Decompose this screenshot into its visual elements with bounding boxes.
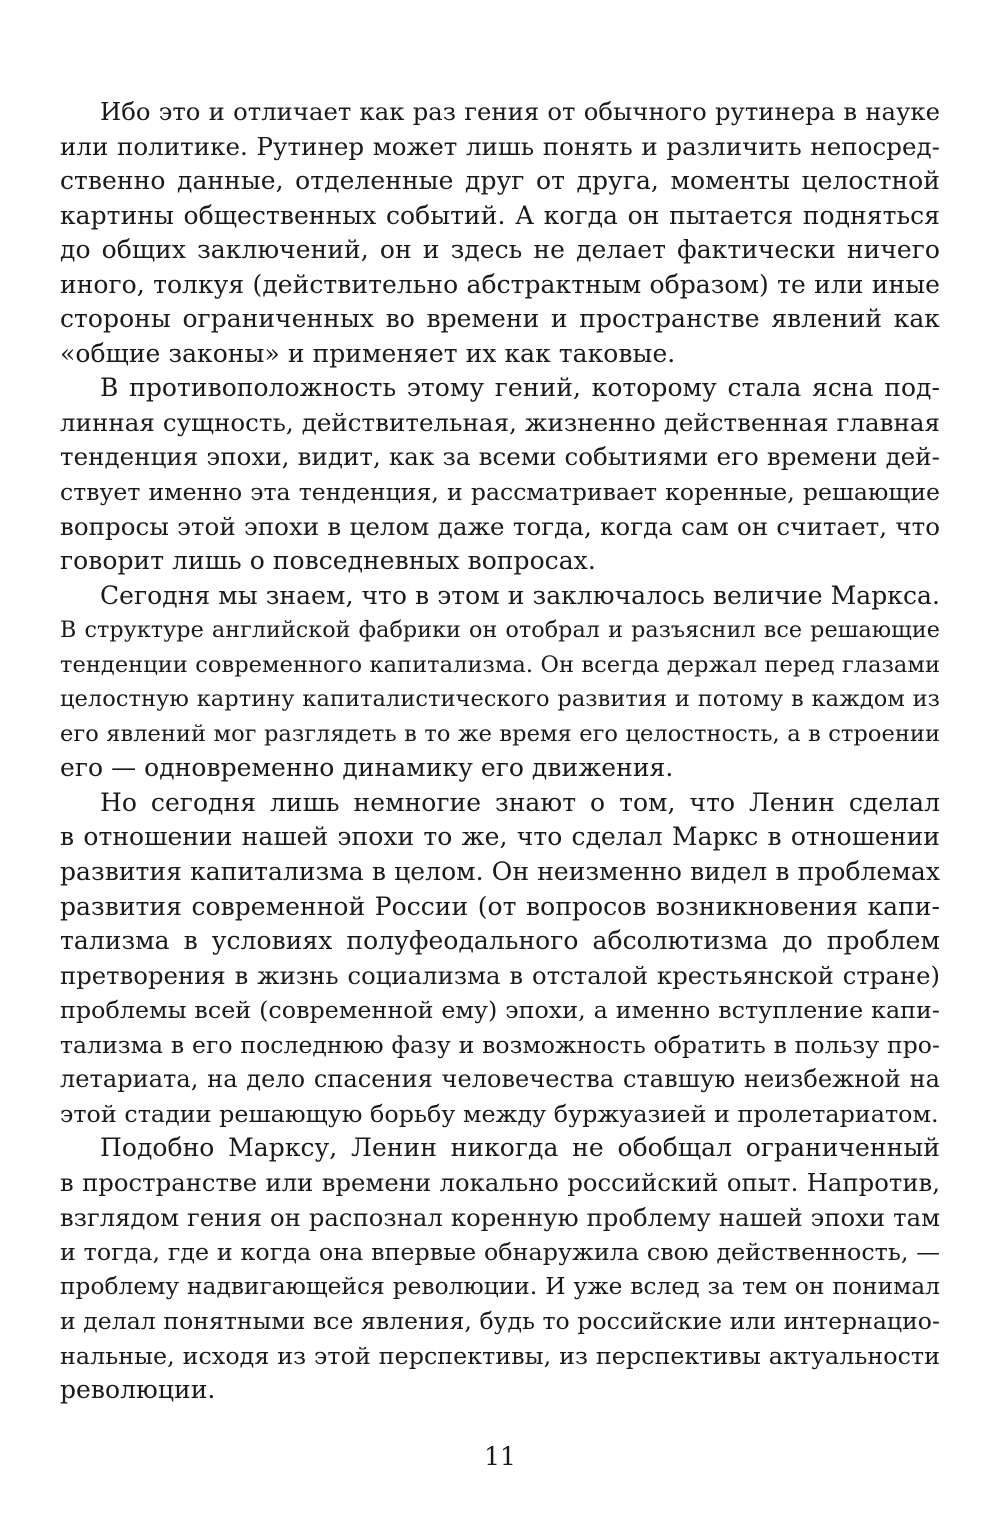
- text-line: стороны ограниченных во времени и пространстве явлений как: [60, 304, 940, 334]
- text-line: В противоположность этому гений, которому стала ясна под-: [100, 373, 940, 403]
- text-line: В структуре английской фабрики он отобрал и разъяснил все решающие: [60, 617, 940, 644]
- text-line: иного, толкуя (действительно абстрактным образом) те или иные: [60, 269, 940, 299]
- text-line: Ибо это и отличает как раз гения от обычного рутинера в науке: [100, 97, 940, 126]
- text-line: до общих заключений, он и здесь не делает фактически ничего: [60, 235, 940, 265]
- text-line: «общие законы» и применяет их как таковые.: [60, 338, 676, 368]
- text-line: или политике. Рутинер может лишь понять и различить непосред-: [60, 131, 940, 161]
- text-line: картины общественных событий. А когда он пытается подняться: [60, 200, 940, 230]
- text-line: его — одновременно динамику его движения.: [60, 753, 674, 783]
- body-text: [60, 95, 940, 1408]
- text-line: тенденция эпохи, видит, как за всеми событиями его времени дей-: [60, 442, 940, 472]
- text-line: претворения в жизнь социализма в отсталой крестьянской стране): [60, 960, 940, 990]
- text-line: проблемы всей (современной ему) эпохи, а именно вступление капи-: [60, 996, 940, 1025]
- text-line: Подобно Марксу, Ленин никогда не обобщал ограниченный: [100, 1133, 940, 1163]
- text-line: говорит лишь о повседневных вопросах.: [60, 546, 596, 576]
- text-line: развития современной России (от вопросов возникновения капи-: [60, 891, 940, 921]
- text-line: и тогда, где и когда она впервые обнаружила свою действенность, —: [60, 1238, 940, 1267]
- text-line: ственно данные, отделенные друг от друга, моменты целостной: [60, 166, 940, 196]
- text-line: тализма в условиях полуфеодального абсолютизма до проблем: [60, 926, 940, 956]
- text-line: Но сегодня лишь немногие знают о том, что Ленин сделал: [100, 787, 940, 817]
- text-line: целостную картину капиталистического развития и потому в каждом из: [60, 686, 940, 713]
- page-number: 11: [484, 1442, 516, 1471]
- text-line: его явлений мог разглядеть в то же время его целостность, а в строении: [60, 720, 940, 747]
- text-line: нальные, исходя из этой перспективы, из перспективы актуальности: [60, 1341, 940, 1370]
- text-line: Сегодня мы знаем, что в этом и заключалось величие Маркса.: [100, 580, 940, 610]
- text-line: взглядом гения он распознал коренную проблему нашей эпохи там: [60, 1202, 940, 1232]
- text-line: вопросы этой эпохи в целом даже тогда, когда сам он считает, что: [60, 511, 940, 541]
- text-line: проблему надвигающейся революции. И уже вслед за тем он понимал: [60, 1272, 940, 1300]
- text-line: линная сущность, действительная, жизненно действенная главная: [60, 407, 940, 437]
- text-line: развития капитализма в целом. Он неизменно видел в проблемах: [60, 857, 940, 887]
- text-line: революции.: [60, 1375, 216, 1405]
- text-line: летариата, на дело спасения человечества ставшую неизбежной на: [60, 1065, 940, 1094]
- text-line: и делал понятными все явления, будь то российские или интернацио-: [60, 1307, 940, 1336]
- text-line: тенденции современного капитализма. Он всегда держал перед глазами: [60, 651, 940, 678]
- text-line: ствует именно эта тенденция, и рассматривает коренные, решающие: [60, 478, 940, 507]
- text-line: в отношении нашей эпохи то же, что сделал Маркс в отношении: [60, 822, 940, 852]
- text-line: этой стадии решающую борьбу между буржуазией и пролетариатом.: [60, 1099, 939, 1128]
- text-line: в пространстве или времени локально российский опыт. Напротив,: [60, 1167, 940, 1197]
- text-line: тализма в его последнюю фазу и возможность обратить в пользу про-: [60, 1030, 940, 1059]
